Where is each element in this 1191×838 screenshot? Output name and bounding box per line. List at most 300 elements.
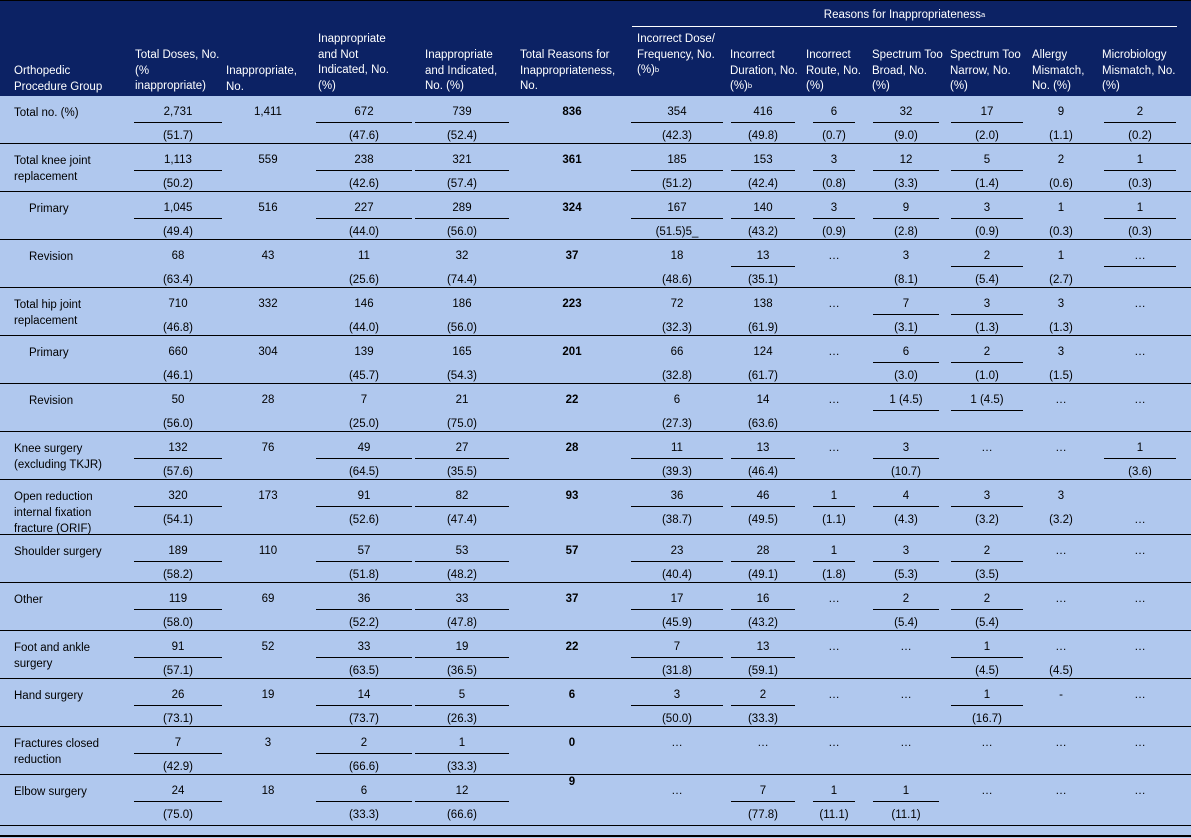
cell-value: 1: [813, 784, 855, 802]
cell-value: …: [1055, 442, 1067, 454]
cell-value: 1 (4.5): [951, 393, 1023, 411]
cell-value: 238: [316, 153, 412, 171]
cell-percent: (43.2): [747, 226, 779, 238]
cell-value: 223: [562, 298, 582, 310]
cell-value: 3: [264, 737, 272, 749]
cell-percent: (32.3): [661, 322, 693, 334]
cell-percent: (11.1): [819, 809, 849, 821]
cell-value: …: [1134, 545, 1146, 557]
cell-value: 0: [568, 737, 576, 749]
row-label: Primary: [29, 203, 69, 215]
cell-percent: (46.1): [162, 370, 194, 382]
cell-percent: (54.1): [162, 514, 194, 526]
col-header-total-reasons: Total Reasons for Inappropriateness, No.: [520, 49, 616, 92]
cell-value: 5: [415, 688, 509, 706]
cell-value: 52: [261, 641, 275, 653]
cell-value: 22: [565, 394, 579, 406]
cell-percent: (3.2): [1049, 514, 1073, 526]
cell-value: 11: [358, 250, 370, 262]
cell-value: …: [828, 737, 840, 749]
col-header-not-indicated: Inappropriate and Not Indicated, No. (%): [318, 33, 389, 92]
cell-value: …: [1134, 346, 1146, 358]
cell-percent: (39.3): [661, 466, 693, 478]
cell-value: 3: [951, 201, 1023, 219]
cell-value: 76: [261, 442, 275, 454]
cell-value: …: [981, 737, 993, 749]
cell-value: 1: [951, 640, 1023, 658]
cell-percent: (58.2): [162, 569, 194, 581]
cell-percent: (77.8): [747, 809, 779, 821]
cell-value: …: [1134, 737, 1146, 749]
cell-percent: (10.7): [890, 466, 922, 478]
cell-percent: (63.6): [747, 418, 779, 430]
cell-percent: (61.7): [747, 370, 779, 382]
col-header-procedure-group: Orthopedic Procedure Group: [14, 65, 103, 93]
cell-value: 132: [134, 441, 222, 459]
table-row: [0, 384, 1191, 432]
cell-percent: (47.8): [446, 617, 478, 629]
col-header-incorrect-dose: Incorrect Dose/ Frequency, No. (%)$^b$: [637, 33, 715, 76]
cell-value: 3: [951, 297, 1023, 315]
cell-percent: (75.0): [162, 809, 194, 821]
cell-value: 37: [565, 250, 579, 262]
cell-percent: (3.5): [975, 569, 999, 581]
table-row: [0, 727, 1191, 775]
cell-value: 7: [873, 297, 939, 315]
cell-value: 28: [731, 544, 795, 562]
cell-value: 139: [354, 346, 374, 358]
cell-percent: (61.9): [747, 322, 779, 334]
cell-percent: (57.1): [162, 665, 194, 677]
cell-percent: (0.3): [1128, 226, 1152, 238]
cell-value: 13: [731, 441, 795, 459]
cell-value: …: [828, 593, 840, 605]
row-label: Revision: [29, 395, 74, 407]
cell-value: …: [671, 785, 683, 797]
cell-percent: (0.3): [1049, 226, 1073, 238]
cell-value: 3: [1057, 490, 1065, 502]
cell-percent: (5.4): [894, 617, 918, 629]
cell-percent: (44.0): [348, 322, 380, 334]
cell-percent: (73.7): [348, 713, 380, 725]
cell-value: 354: [631, 105, 723, 123]
cell-value: 140: [731, 201, 795, 219]
cell-value: 7: [360, 394, 368, 406]
cell-percent: (0.8): [822, 178, 846, 190]
cell-value: 1: [813, 544, 855, 562]
cell-value: 14: [316, 688, 412, 706]
cell-value: 1: [1104, 441, 1176, 459]
cell-value: 19: [261, 689, 275, 701]
cell-value: 1: [1104, 153, 1176, 171]
cell-percent: (57.4): [446, 178, 478, 190]
cell-percent: (49.8): [747, 130, 779, 142]
cell-percent: (43.2): [747, 617, 779, 629]
cell-percent: (66.6): [348, 761, 380, 773]
cell-percent: (54.3): [446, 370, 478, 382]
cell-percent: (1.8): [822, 569, 846, 581]
cell-value: 2: [951, 345, 1023, 363]
cell-percent: (74.4): [446, 274, 478, 286]
cell-value: …: [828, 250, 840, 262]
cell-value: 201: [562, 346, 582, 358]
row-label: Fractures closed reduction: [14, 738, 100, 766]
cell-value: 6: [316, 784, 412, 802]
cell-value: 185: [631, 153, 723, 171]
table-header: [0, 0, 1191, 96]
cell-percent: (59.1): [747, 665, 779, 677]
row-label: Total no. (%): [14, 107, 79, 119]
cell-percent: (50.0): [661, 713, 693, 725]
cell-percent: (51.8): [348, 569, 380, 581]
cell-value: 153: [731, 153, 795, 171]
cell-percent: (5.4): [975, 617, 999, 629]
cell-percent: (57.6): [162, 466, 194, 478]
row-label: Shoulder surgery: [14, 546, 102, 558]
cell-percent: (51.5)5_: [655, 226, 699, 238]
cell-value: 36: [316, 592, 412, 610]
table-row: [0, 775, 1191, 826]
cell-value: …: [981, 442, 993, 454]
cell-percent: (46.8): [162, 322, 194, 334]
cell-value: 7: [731, 784, 795, 802]
cell-percent: (3.6): [1128, 466, 1152, 478]
col-header-inappropriate: Inappropriate, No.: [226, 65, 297, 93]
row-label: Other: [14, 594, 43, 606]
cell-value: [1104, 489, 1176, 492]
table-row: [0, 432, 1191, 480]
cell-value: -: [1059, 689, 1063, 701]
cell-value: 2: [951, 249, 1023, 267]
cell-percent: (2.8): [894, 226, 918, 238]
cell-value: …: [1055, 593, 1067, 605]
cell-value: 710: [168, 298, 188, 310]
cell-value: …: [1055, 785, 1067, 797]
table-row: [0, 288, 1191, 336]
cell-value: 91: [134, 640, 222, 658]
table-row: [0, 192, 1191, 240]
cell-value: 1,045: [134, 201, 222, 219]
cell-value: 49: [316, 441, 412, 459]
cell-value: 21: [455, 394, 469, 406]
cell-value: 321: [415, 153, 509, 171]
reasons-group-header: Reasons for Inappropriateness$^a$: [823, 9, 986, 21]
table-row: [0, 240, 1191, 288]
cell-value: …: [1104, 249, 1176, 267]
cell-value: 3: [873, 544, 939, 562]
row-label: Open reduction internal fixation fracture (ORIF): [14, 491, 93, 535]
cell-percent: (47.6): [348, 130, 380, 142]
cell-value: 6: [813, 105, 855, 123]
cell-value: 12: [873, 153, 939, 171]
cell-value: 4: [873, 489, 939, 507]
cell-value: …: [828, 298, 840, 310]
cell-percent: (5.4): [975, 274, 999, 286]
row-label: Hand surgery: [14, 690, 84, 702]
cell-value: 37: [565, 593, 579, 605]
cell-percent: (63.5): [348, 665, 380, 677]
row-label: Foot and ankle surgery: [14, 642, 91, 670]
row-label: Elbow surgery: [14, 786, 87, 798]
cell-value: 2: [951, 544, 1023, 562]
cell-percent: (27.3): [661, 418, 693, 430]
table-row: [0, 535, 1191, 583]
cell-percent: (42.3): [661, 130, 693, 142]
cell-value: 57: [316, 544, 412, 562]
cell-value: 50: [171, 394, 185, 406]
cell-value: 9: [568, 776, 576, 788]
cell-value: 53: [415, 544, 509, 562]
col-header-microbiology-mismatch: Microbiology Mismatch, No. (%): [1102, 49, 1176, 92]
cell-percent: (1.3): [975, 322, 999, 334]
cell-value: …: [757, 737, 769, 749]
cell-value: 2: [731, 688, 795, 706]
cell-value: 6: [873, 345, 939, 363]
cell-percent: (0.9): [822, 226, 846, 238]
cell-value: …: [828, 442, 840, 454]
cell-value: 304: [258, 346, 278, 358]
cell-value: …: [1134, 785, 1146, 797]
cell-value: …: [1055, 545, 1067, 557]
cell-value: 1: [1057, 250, 1065, 262]
cell-value: 1: [1057, 202, 1065, 214]
cell-value: 1: [415, 736, 509, 754]
cell-value: 324: [562, 202, 582, 214]
cell-percent: (44.0): [348, 226, 380, 238]
cell-percent: (75.0): [446, 418, 478, 430]
cell-value: …: [828, 346, 840, 358]
cell-percent: (25.6): [348, 274, 380, 286]
cell-value: …: [828, 641, 840, 653]
cell-value: 43: [261, 250, 275, 262]
cell-value: 167: [631, 201, 723, 219]
cell-value: 28: [261, 394, 275, 406]
col-header-total-doses: Total Doses, No. (% inappropriate): [135, 49, 220, 92]
cell-percent: (63.4): [162, 274, 194, 286]
cell-percent: (36.5): [446, 665, 478, 677]
cell-percent: (66.6): [446, 809, 478, 821]
col-header-spectrum-broad: Spectrum Too Broad, No. (%): [872, 49, 943, 92]
cell-percent: (35.1): [747, 274, 779, 286]
cell-value: 18: [261, 785, 275, 797]
cell-percent: (52.2): [348, 617, 380, 629]
cell-value: 165: [452, 346, 472, 358]
cell-value: 17: [631, 592, 723, 610]
cell-percent: (33.3): [747, 713, 779, 725]
cell-value: 1,113: [134, 153, 222, 171]
cell-value: 559: [258, 154, 278, 166]
cell-percent: (49.1): [747, 569, 779, 581]
row-label: Knee surgery (excluding TKJR): [14, 443, 102, 471]
cell-value: 3: [902, 250, 910, 262]
cell-value: 5: [951, 153, 1023, 171]
cell-percent: (48.6): [661, 274, 693, 286]
cell-value: …: [1134, 298, 1146, 310]
cell-percent: (47.4): [446, 514, 478, 526]
col-header-incorrect-route: Incorrect Route, No. (%): [806, 49, 861, 92]
cell-percent: (4.5): [1049, 665, 1073, 677]
cell-value: 7: [631, 640, 723, 658]
col-header-incorrect-duration: Incorrect Duration, No. (%)$^b$: [730, 49, 798, 92]
cell-value: 19: [415, 640, 509, 658]
cell-value: 739: [415, 105, 509, 123]
row-label: Revision: [29, 251, 74, 263]
cell-percent: (1.5): [1049, 370, 1073, 382]
cell-percent: (50.2): [162, 178, 194, 190]
cell-value: 16: [731, 592, 795, 610]
cell-percent: (51.7): [162, 130, 194, 142]
cell-value: 2,731: [134, 105, 222, 123]
table-body: [0, 96, 1191, 826]
cell-value: 516: [258, 202, 278, 214]
cell-percent: (0.7): [822, 130, 846, 142]
cell-value: 11: [631, 441, 723, 459]
cell-value: …: [1134, 394, 1146, 406]
cell-value: …: [828, 394, 840, 406]
cell-value: 1: [873, 784, 939, 802]
cell-value: 9: [1057, 106, 1065, 118]
cell-value: 189: [134, 544, 222, 562]
cell-percent: (73.1): [162, 713, 194, 725]
cell-value: 91: [316, 489, 412, 507]
cell-percent: (3.0): [894, 370, 918, 382]
cell-value: …: [828, 689, 840, 701]
cell-value: 13: [731, 249, 795, 267]
cell-value: 124: [753, 346, 773, 358]
cell-percent: (49.5): [747, 514, 779, 526]
cell-value: 320: [134, 489, 222, 507]
cell-value: 17: [951, 105, 1023, 123]
cell-value: 3: [1057, 298, 1065, 310]
cell-value: 289: [415, 201, 509, 219]
cell-percent: (52.6): [348, 514, 380, 526]
cell-percent: (42.4): [747, 178, 779, 190]
cell-percent: (3.3): [894, 178, 918, 190]
cell-value: …: [900, 737, 912, 749]
cell-value: 27: [415, 441, 509, 459]
cell-percent: (1.1): [822, 514, 846, 526]
cell-percent: (56.0): [162, 418, 194, 430]
cell-percent: (49.4): [162, 226, 194, 238]
cell-percent: (48.2): [446, 569, 478, 581]
cell-value: 332: [258, 298, 278, 310]
cell-value: 24: [134, 784, 222, 802]
cell-value: 26: [134, 688, 222, 706]
cell-value: 93: [565, 490, 579, 502]
table-row: [0, 583, 1191, 631]
cell-value: 36: [631, 489, 723, 507]
cell-value: 2: [1057, 154, 1065, 166]
table-row: [0, 336, 1191, 384]
cell-value: 66: [670, 346, 684, 358]
cell-value: 68: [171, 250, 185, 262]
cell-percent: (8.1): [894, 274, 918, 286]
cell-percent: (1.1): [1049, 130, 1073, 142]
cell-percent: (42.9): [162, 761, 194, 773]
cell-value: 1: [951, 688, 1023, 706]
cell-percent: (5.3): [894, 569, 918, 581]
table-row: [0, 679, 1191, 727]
row-label: Total knee joint replacement: [14, 155, 91, 183]
cell-value: 3: [1057, 346, 1065, 358]
cell-percent: (0.6): [1049, 178, 1073, 190]
cell-value: …: [1055, 394, 1067, 406]
cell-percent: (26.3): [446, 713, 478, 725]
cell-value: 46: [731, 489, 795, 507]
row-label: Total hip joint replacement: [14, 299, 82, 327]
cell-value: 6: [673, 394, 681, 406]
cell-percent: (56.0): [446, 226, 478, 238]
cell-value: 14: [756, 394, 770, 406]
cell-value: 12: [415, 784, 509, 802]
cell-value: 22: [565, 641, 579, 653]
cell-value: 1 (4.5): [873, 393, 939, 411]
cell-value: …: [1134, 593, 1146, 605]
cell-value: 13: [731, 640, 795, 658]
cell-value: 6: [568, 689, 576, 701]
cell-percent: (33.3): [348, 809, 380, 821]
table-row: [0, 480, 1191, 535]
cell-percent: (42.6): [348, 178, 380, 190]
cell-percent: …: [1134, 514, 1146, 526]
cell-percent: (4.3): [894, 514, 918, 526]
cell-value: 146: [354, 298, 374, 310]
cell-value: 672: [316, 105, 412, 123]
cell-value: 173: [258, 490, 278, 502]
cell-value: 18: [670, 250, 684, 262]
cell-value: …: [1134, 641, 1146, 653]
cell-value: …: [1055, 641, 1067, 653]
cell-value: 33: [415, 592, 509, 610]
col-header-indicated: Inappropriate and Indicated, No. (%): [425, 49, 498, 92]
cell-percent: (3.2): [975, 514, 999, 526]
cell-percent: (32.8): [661, 370, 693, 382]
cell-percent: (52.4): [446, 130, 478, 142]
cell-percent: (9.0): [894, 130, 918, 142]
cell-percent: (35.5): [446, 466, 478, 478]
cell-percent: (45.9): [661, 617, 693, 629]
cell-percent: (0.9): [975, 226, 999, 238]
cell-value: 227: [316, 201, 412, 219]
cell-value: …: [900, 689, 912, 701]
cell-value: 361: [562, 154, 582, 166]
cell-percent: (11.1): [891, 809, 921, 821]
cell-value: …: [900, 641, 912, 653]
cell-value: 33: [316, 640, 412, 658]
cell-percent: (56.0): [446, 322, 478, 334]
cell-value: 836: [562, 106, 582, 118]
cell-value: 416: [731, 105, 795, 123]
cell-percent: (25.0): [348, 418, 380, 430]
cell-value: 3: [631, 688, 723, 706]
cell-value: 186: [452, 298, 472, 310]
cell-value: 119: [134, 592, 222, 610]
cell-percent: (51.2): [661, 178, 693, 190]
cell-value: 138: [753, 298, 773, 310]
cell-value: 9: [873, 201, 939, 219]
cell-percent: (38.7): [661, 514, 693, 526]
cell-percent: (3.1): [894, 322, 918, 334]
col-header-allergy-mismatch: Allergy Mismatch, No. (%): [1032, 49, 1085, 92]
cell-percent: (2.7): [1049, 274, 1073, 286]
cell-percent: (64.5): [348, 466, 380, 478]
cell-value: 110: [258, 545, 278, 557]
cell-value: …: [1134, 689, 1146, 701]
cell-value: 3: [951, 489, 1023, 507]
cell-value: 7: [134, 736, 222, 754]
cell-value: 2: [951, 592, 1023, 610]
cell-percent: (40.4): [661, 569, 693, 581]
